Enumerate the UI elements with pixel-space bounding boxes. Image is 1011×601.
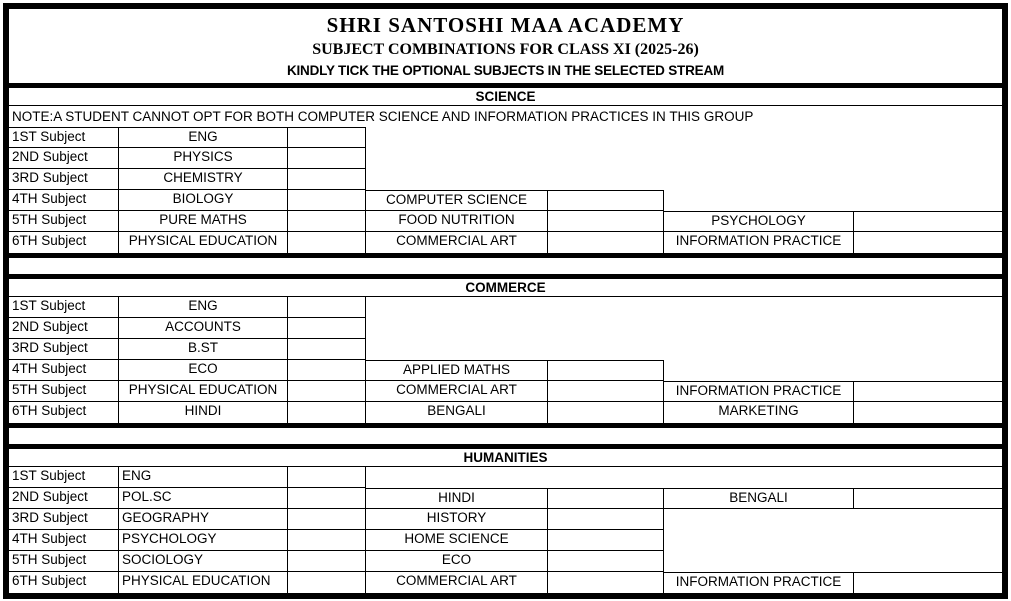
tick-cell-chemistry[interactable] [288, 169, 366, 190]
row-label: 2ND Subject [9, 148, 119, 169]
subject-cell-bengali: BENGALI [366, 402, 548, 423]
tick-cell-pol-sc[interactable] [288, 488, 366, 509]
tick-cell-eng[interactable] [288, 467, 366, 488]
subject-cell-commercial-art: COMMERCIAL ART [366, 381, 548, 402]
stream-title-humanities: HUMANITIES [9, 449, 1002, 467]
subject-cell-applied-maths: APPLIED MATHS [366, 360, 548, 381]
tick-cell-physical-education[interactable] [288, 572, 366, 593]
empty-region [664, 127, 1002, 148]
stream-title-science: SCIENCE [9, 88, 1002, 106]
tick-cell-sociology[interactable] [288, 551, 366, 572]
document-page [3, 3, 1008, 599]
subject-cell-computer-science: COMPUTER SCIENCE [366, 190, 548, 211]
subject-cell-eng: ENG [119, 297, 288, 318]
tick-cell-applied-maths[interactable] [548, 360, 664, 381]
row-label: 1ST Subject [9, 297, 119, 318]
empty-region [366, 169, 664, 190]
document-header [9, 9, 1002, 88]
empty-region [664, 318, 1002, 339]
tick-cell-eco[interactable] [548, 551, 664, 572]
subject-cell-commercial-art: COMMERCIAL ART [366, 232, 548, 253]
empty-region [366, 297, 664, 318]
note-text: NOTE:A STUDENT CANNOT OPT FOR BOTH COMPUTER SCIENCE AND INFORMATION PRACTICES IN THIS GROUP [12, 109, 754, 124]
row-label: 1ST Subject [9, 467, 119, 488]
tick-cell-physical-education[interactable] [288, 381, 366, 402]
subject-cell-physical-education: PHYSICAL EDUCATION [119, 572, 288, 593]
subject-cell-pol-sc: POL.SC [119, 488, 288, 509]
stream-sections [9, 88, 1002, 593]
empty-region [664, 148, 1002, 169]
academy-title: SHRI SANTOSHI MAA ACADEMY [326, 13, 685, 37]
subject-cell-food-nutrition: FOOD NUTRITION [366, 211, 548, 232]
row-label: 3RD Subject [9, 339, 119, 360]
row-label: 4TH Subject [9, 190, 119, 211]
row-label: 3RD Subject [9, 509, 119, 530]
subject-cell-pure-maths: PURE MATHS [119, 211, 288, 232]
subject-cell-eco: ECO [366, 551, 548, 572]
subjects-table-humanities [9, 467, 1002, 593]
subject-cell-home-science: HOME SCIENCE [366, 530, 548, 551]
tick-cell-accounts[interactable] [288, 318, 366, 339]
subject-cell-hindi: HINDI [119, 402, 288, 423]
subject-cell-bengali: BENGALI [664, 488, 854, 509]
tick-cell-computer-science[interactable] [548, 190, 664, 211]
subject-cell-physics: PHYSICS [119, 148, 288, 169]
tick-cell-physics[interactable] [288, 148, 366, 169]
tick-cell-home-science[interactable] [548, 530, 664, 551]
tick-cell-biology[interactable] [288, 190, 366, 211]
subject-cell-eng: ENG [119, 127, 288, 148]
tick-cell-eng[interactable] [288, 127, 366, 148]
tick-cell-bengali[interactable] [854, 488, 1002, 509]
row-label: 1ST Subject [9, 127, 119, 148]
header-instruction: KINDLY TICK THE OPTIONAL SUBJECTS IN THE SELECTED STREAM [286, 63, 725, 78]
row-label: 5TH Subject [9, 211, 119, 232]
subjects-table-science [9, 127, 1002, 253]
empty-region [664, 467, 1002, 488]
tick-cell-b-st[interactable] [288, 339, 366, 360]
subject-cell-history: HISTORY [366, 509, 548, 530]
empty-region [664, 297, 1002, 318]
row-label: 4TH Subject [9, 360, 119, 381]
subject-cell-chemistry: CHEMISTRY [119, 169, 288, 190]
subject-cell-hindi: HINDI [366, 488, 548, 509]
section-humanities [9, 444, 1002, 593]
tick-cell-psychology[interactable] [854, 211, 1002, 232]
row-label: 5TH Subject [9, 381, 119, 402]
subject-cell-eco: ECO [119, 360, 288, 381]
document-subtitle: SUBJECT COMBINATIONS FOR CLASS XI (2025-26) [312, 41, 699, 58]
empty-region [366, 148, 664, 169]
empty-region [664, 169, 1002, 190]
stream-title-commerce: COMMERCE [9, 279, 1002, 297]
subject-cell-information-practice: INFORMATION PRACTICE [664, 381, 854, 402]
empty-region [366, 467, 664, 488]
subject-cell-physical-education: PHYSICAL EDUCATION [119, 381, 288, 402]
empty-region [366, 127, 664, 148]
subject-cell-information-practice: INFORMATION PRACTICE [664, 572, 854, 593]
empty-region [664, 360, 1002, 381]
subject-cell-geography: GEOGRAPHY [119, 509, 288, 530]
tick-cell-information-practice[interactable] [854, 572, 1002, 593]
tick-cell-physical-education[interactable] [288, 232, 366, 253]
subject-cell-psychology: PSYCHOLOGY [664, 211, 854, 232]
row-label: 2ND Subject [9, 318, 119, 339]
empty-region [664, 509, 1002, 530]
row-label: 6TH Subject [9, 402, 119, 423]
tick-cell-commercial-art[interactable] [548, 232, 664, 253]
empty-region [664, 551, 1002, 572]
tick-cell-commercial-art[interactable] [548, 381, 664, 402]
subject-cell-b-st: B.ST [119, 339, 288, 360]
subject-cell-sociology: SOCIOLOGY [119, 551, 288, 572]
tick-cell-food-nutrition[interactable] [548, 211, 664, 232]
tick-cell-information-practice[interactable] [854, 381, 1002, 402]
section-commerce [9, 274, 1002, 428]
row-label: 6TH Subject [9, 572, 119, 593]
row-label: 6TH Subject [9, 232, 119, 253]
tick-cell-eng[interactable] [288, 297, 366, 318]
row-label: 4TH Subject [9, 530, 119, 551]
empty-region [366, 339, 664, 360]
tick-cell-information-practice[interactable] [854, 232, 1002, 253]
subjects-table-commerce [9, 297, 1002, 423]
empty-region [664, 190, 1002, 211]
section-science [9, 88, 1002, 258]
empty-region [664, 339, 1002, 360]
tick-cell-commercial-art[interactable] [548, 572, 664, 593]
subject-cell-biology: BIOLOGY [119, 190, 288, 211]
subject-cell-psychology: PSYCHOLOGY [119, 530, 288, 551]
row-label: 5TH Subject [9, 551, 119, 572]
tick-cell-psychology[interactable] [288, 530, 366, 551]
subject-cell-eng: ENG [119, 467, 288, 488]
empty-region [664, 530, 1002, 551]
row-label: 3RD Subject [9, 169, 119, 190]
tick-cell-hindi[interactable] [548, 488, 664, 509]
subject-cell-marketing: MARKETING [664, 402, 854, 423]
tick-cell-geography[interactable] [288, 509, 366, 530]
tick-cell-eco[interactable] [288, 360, 366, 381]
subject-cell-physical-education: PHYSICAL EDUCATION [119, 232, 288, 253]
subject-cell-accounts: ACCOUNTS [119, 318, 288, 339]
subject-cell-commercial-art: COMMERCIAL ART [366, 572, 548, 593]
tick-cell-hindi[interactable] [288, 402, 366, 423]
empty-region [366, 318, 664, 339]
tick-cell-marketing[interactable] [854, 402, 1002, 423]
tick-cell-history[interactable] [548, 509, 664, 530]
tick-cell-pure-maths[interactable] [288, 211, 366, 232]
subject-cell-information-practice: INFORMATION PRACTICE [664, 232, 854, 253]
tick-cell-bengali[interactable] [548, 402, 664, 423]
row-label: 2ND Subject [9, 488, 119, 509]
